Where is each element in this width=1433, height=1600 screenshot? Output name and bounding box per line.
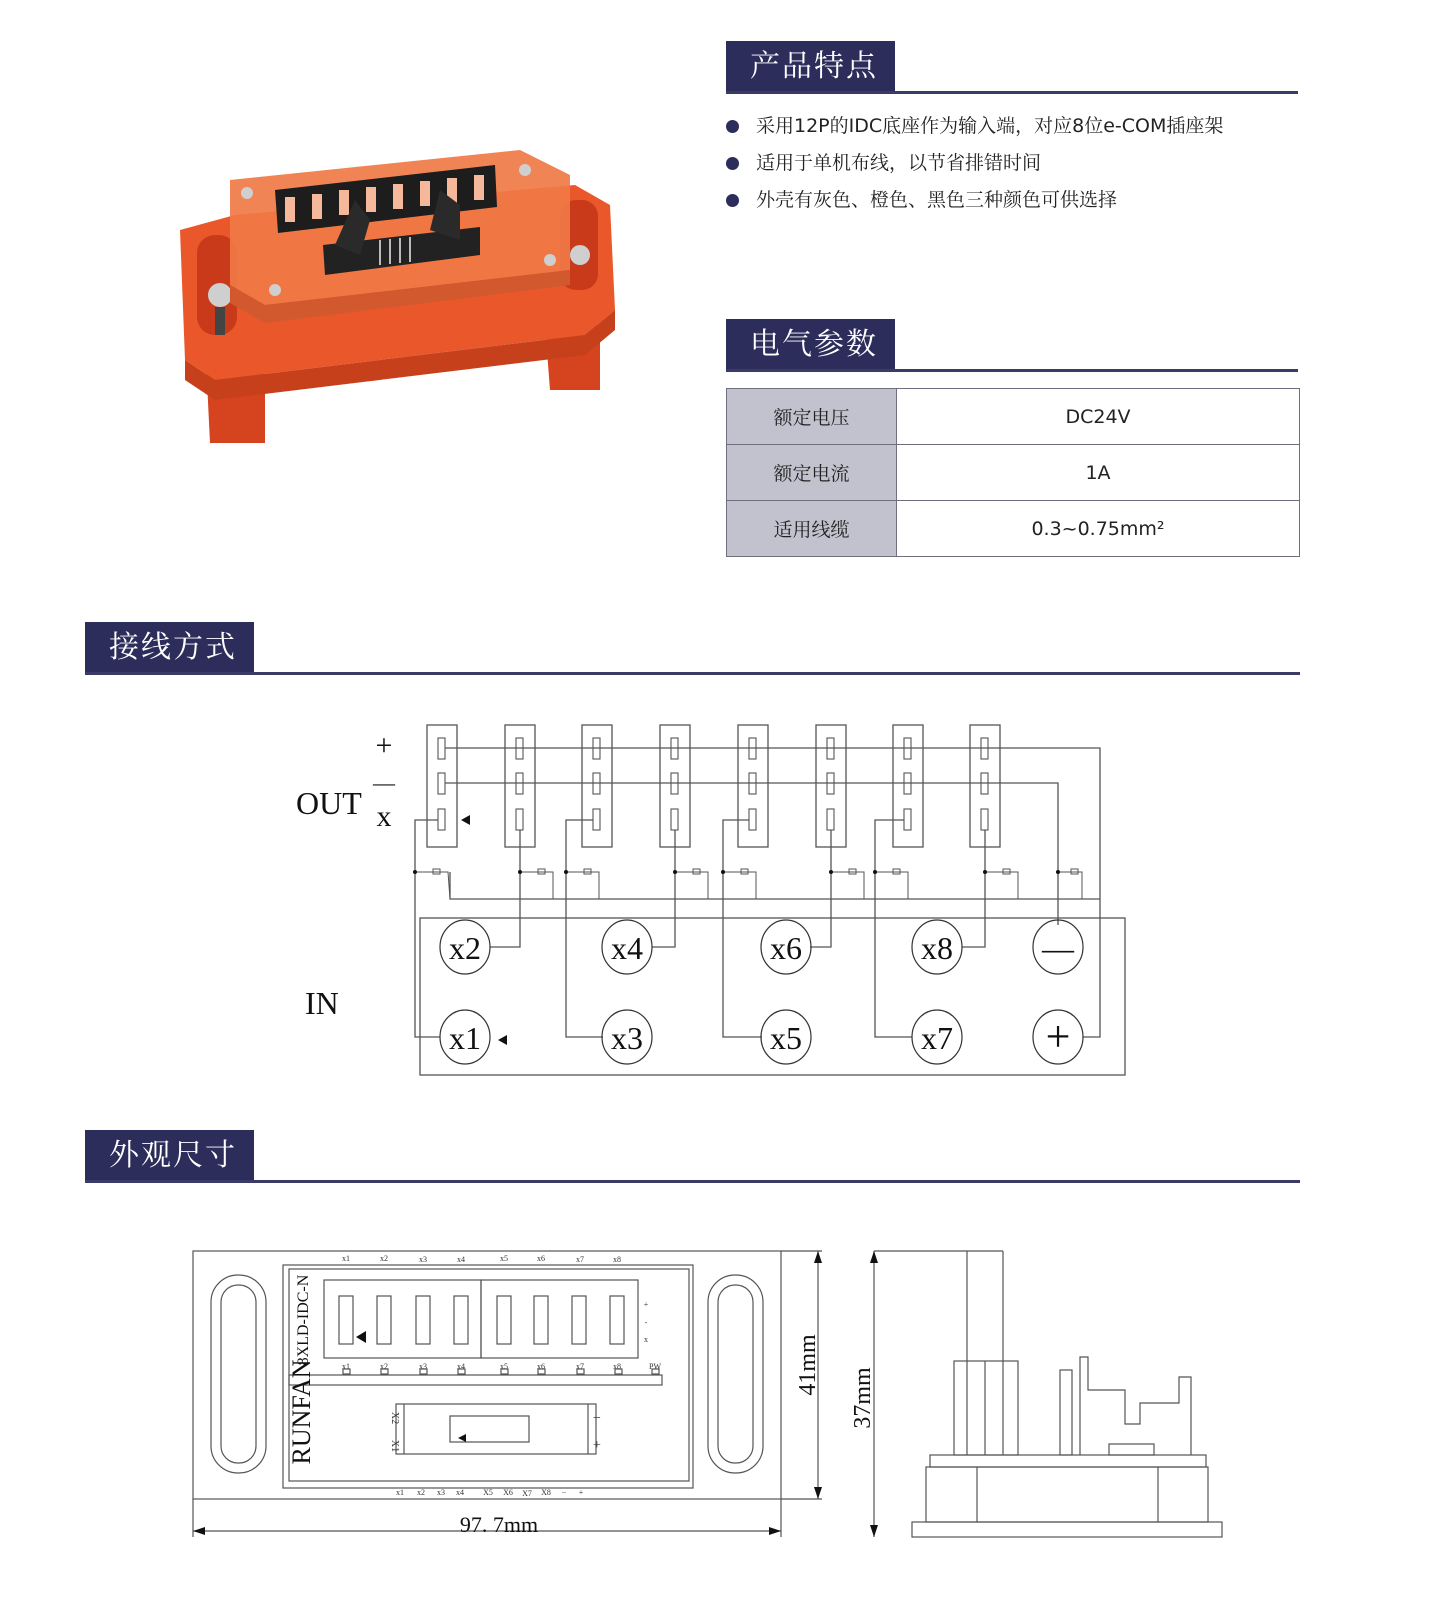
table-row: 额定电流 1A [727, 445, 1300, 501]
svg-text:x: x [376, 800, 392, 833]
svg-text:x2: x2 [417, 1488, 425, 1497]
svg-text:PW: PW [649, 1362, 661, 1371]
svg-text:x6: x6 [537, 1254, 545, 1263]
out-label: OUT [296, 785, 362, 821]
side-view-drawing [850, 1230, 1250, 1600]
dimensions-divider [85, 1180, 1300, 1183]
svg-text:x4: x4 [611, 930, 643, 966]
svg-text:x3: x3 [437, 1488, 445, 1497]
svg-text:X7: X7 [522, 1489, 532, 1498]
svg-text:X1: X1 [389, 1439, 400, 1453]
svg-text:+: + [1045, 1012, 1071, 1061]
svg-text:x3: x3 [419, 1362, 427, 1371]
svg-text:x2: x2 [449, 930, 481, 966]
svg-text:x4: x4 [456, 1488, 464, 1497]
svg-text:+: + [578, 1488, 584, 1497]
svg-text:X8: X8 [541, 1488, 551, 1497]
svg-text:x7: x7 [576, 1255, 584, 1264]
table-row: 适用线缆 0.3~0.75mm² [727, 501, 1300, 557]
svg-text:x7: x7 [576, 1362, 584, 1371]
electrical-divider [726, 369, 1298, 372]
svg-text:x8: x8 [613, 1362, 621, 1371]
front-view-drawing [0, 1230, 850, 1600]
svg-text:x4: x4 [457, 1255, 465, 1264]
pin1-marker-icon [461, 815, 470, 825]
svg-text:x1: x1 [342, 1254, 350, 1263]
pin1-marker-icon [356, 1331, 366, 1343]
svg-text:x: x [644, 1335, 648, 1344]
features-list [726, 112, 1223, 223]
wiring-divider [85, 672, 1300, 675]
svg-text:x4: x4 [457, 1362, 465, 1371]
brand-label: RUNFAN [287, 1359, 316, 1465]
svg-text:X2: X2 [389, 1411, 400, 1425]
svg-text:x1: x1 [396, 1488, 404, 1497]
pin1-marker-icon [498, 1035, 507, 1045]
svg-text:—: — [373, 770, 395, 795]
svg-text:x1: x1 [342, 1362, 350, 1371]
wiring-title: 接线方式 [85, 622, 254, 674]
pin1-marker-icon [458, 1434, 466, 1442]
out-terminals [427, 725, 1000, 847]
svg-text:x3: x3 [419, 1255, 427, 1264]
svg-text:x8: x8 [921, 930, 953, 966]
product-photo [175, 145, 620, 450]
svg-text:+: + [643, 1300, 649, 1309]
svg-text:X5: X5 [483, 1488, 493, 1497]
svg-text:x2: x2 [380, 1254, 388, 1263]
features-title: 产品特点 [726, 41, 895, 93]
svg-text:x7: x7 [921, 1020, 953, 1056]
svg-text:-: - [644, 1318, 648, 1327]
svg-text:x1: x1 [449, 1020, 481, 1056]
wiring-diagram [0, 700, 1433, 1100]
svg-text:x3: x3 [611, 1020, 643, 1056]
feature-item: 采用12P的IDC底座作为输入端，对应8位e-COM插座架 [726, 112, 1223, 149]
svg-text:x5: x5 [770, 1020, 802, 1056]
in-label: IN [305, 985, 339, 1021]
svg-text:x5: x5 [500, 1254, 508, 1263]
bullet-icon [726, 157, 739, 170]
svg-text:x6: x6 [770, 930, 802, 966]
dimensions-title: 外观尺寸 [85, 1130, 254, 1182]
width-dimension: 97. 7mm [459, 1512, 539, 1537]
features-divider [726, 91, 1298, 94]
svg-text:x8: x8 [613, 1255, 621, 1264]
feature-item: 外壳有灰色、橙色、黑色三种颜色可供选择 [726, 186, 1223, 223]
svg-text:+: + [593, 1438, 601, 1453]
front-height-dimension: 41mm [795, 1334, 821, 1396]
bullet-icon [726, 120, 739, 133]
feature-item: 适用于单机布线，以节省排错时间 [726, 149, 1223, 186]
svg-text:—: — [1042, 930, 1074, 966]
electrical-title: 电气参数 [726, 319, 895, 371]
svg-text:−: − [593, 1411, 601, 1426]
table-row: 额定电压 DC24V [727, 389, 1300, 445]
svg-text:−: − [561, 1488, 567, 1497]
svg-text:x6: x6 [537, 1362, 545, 1371]
svg-text:x5: x5 [500, 1362, 508, 1371]
svg-text:X6: X6 [503, 1488, 513, 1497]
electrical-params-table [726, 388, 1300, 557]
model-label: 8XLD-IDC-N [295, 1274, 312, 1366]
bullet-icon [726, 194, 739, 207]
side-height-dimension: 37mm [850, 1367, 876, 1429]
svg-text:x2: x2 [380, 1362, 388, 1371]
svg-text:+: + [375, 729, 393, 762]
